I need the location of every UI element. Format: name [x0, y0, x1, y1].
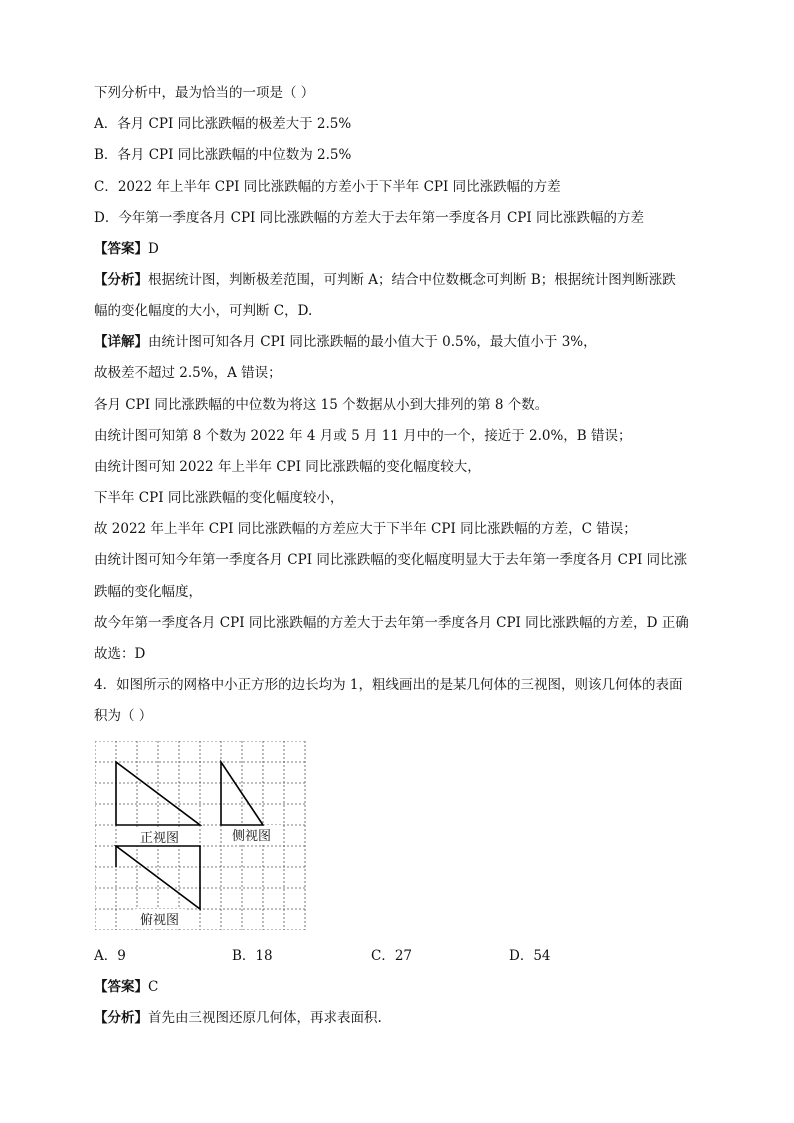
- q4-option-b: B．18: [232, 948, 273, 964]
- analysis-tag: 【分析】: [94, 1010, 148, 1026]
- q3-option-d: D．今年第一季度各月 CPI 同比涨跌幅的方差大于去年第一季度各月 CPI 同比涨跌幅的方差: [94, 210, 644, 226]
- answer-value: D: [148, 241, 159, 257]
- answer-tag: 【答案】: [94, 241, 148, 257]
- q3-detail-line-6: 下半年 CPI 同比涨跌幅的变化幅度较小，: [94, 490, 344, 506]
- three-view-figure: [95, 741, 306, 930]
- q3-answer: [94, 240, 159, 258]
- q3-detail-line-3: 各月 CPI 同比涨跌幅的中位数为将这 15 个数据从小到大排列的第 8 个数。: [94, 397, 549, 413]
- q3-analysis-line-1: [94, 271, 676, 289]
- q3-detail-line-8: 由统计图可知今年第一季度各月 CPI 同比涨跌幅的变化幅度明显大于去年第一季度各月 CPI 同比涨: [94, 552, 688, 568]
- q4-analysis: [94, 1009, 382, 1027]
- q4-option-a: A．9: [94, 948, 126, 964]
- q4-prompt-line-2: 积为（ ）: [94, 708, 153, 724]
- answer-value: C: [148, 979, 159, 995]
- q3-option-b: B．各月 CPI 同比涨跌幅的中位数为 2.5%: [94, 147, 352, 163]
- q4-option-d: D．54: [509, 948, 551, 964]
- side-view-label: 侧视图: [232, 829, 272, 844]
- q4-prompt-line-1: 4．如图所示的网格中小正方形的边长均为 1，粗线画出的是某几何体的三视图，则该几何体的表面: [94, 677, 683, 693]
- q3-detail-line-7: 故 2022 年上半年 CPI 同比涨跌幅的方差应大于下半年 CPI 同比涨跌幅的方差，C 错误；: [94, 521, 637, 537]
- analysis-tag: 【分析】: [94, 272, 148, 288]
- q4-option-c: C．27: [371, 948, 413, 964]
- front-view-label: 正视图: [140, 831, 180, 846]
- q3-detail-line-9: 跌幅的变化幅度，: [94, 584, 202, 600]
- answer-tag: 【答案】: [94, 979, 148, 995]
- q3-analysis-line-2: 幅的变化幅度的大小，可判断 C，D.: [94, 303, 313, 319]
- q3-detail-line-2: 故极差不超过 2.5%，A 错误；: [94, 365, 282, 381]
- q3-option-a: A．各月 CPI 同比涨跌幅的极差大于 2.5%: [94, 116, 352, 132]
- q3-detail-line-11: 故选：D: [94, 646, 146, 662]
- detail-text: 由统计图可知各月 CPI 同比涨跌幅的最小值大于 0.5%，最大值小于 3%，: [148, 334, 597, 350]
- q3-detail-line-10: 故今年第一季度各月 CPI 同比涨跌幅的方差大于去年第一季度各月 CPI 同比涨跌幅的方差，D 正确: [94, 615, 689, 631]
- top-view-shape: [116, 846, 200, 909]
- q3-option-c: C．2022 年上半年 CPI 同比涨跌幅的方差小于下半年 CPI 同比涨跌幅的方差: [94, 179, 561, 195]
- q3-prompt: 下列分析中，最为恰当的一项是（ ）: [94, 85, 315, 101]
- detail-tag: 【详解】: [94, 334, 148, 350]
- top-view-label: 俯视图: [140, 913, 180, 928]
- q3-detail-line-4: 由统计图可知第 8 个数为 2022 年 4 月或 5 月 11 月中的一个，接近于 2.0%，B 错误；: [94, 428, 632, 444]
- q4-answer: [94, 978, 158, 996]
- front-view-shape: [116, 762, 200, 825]
- side-view-shape: [221, 762, 263, 825]
- analysis-text: 首先由三视图还原几何体，再求表面积.: [148, 1010, 382, 1026]
- analysis-text: 根据统计图，判断极差范围，可判断 A；结合中位数概念可判断 B；根据统计图判断涨跌: [148, 272, 676, 288]
- q3-detail-line-5: 由统计图可知 2022 年上半年 CPI 同比涨跌幅的变化幅度较大，: [94, 459, 481, 475]
- q3-detail-line-1: [94, 333, 597, 351]
